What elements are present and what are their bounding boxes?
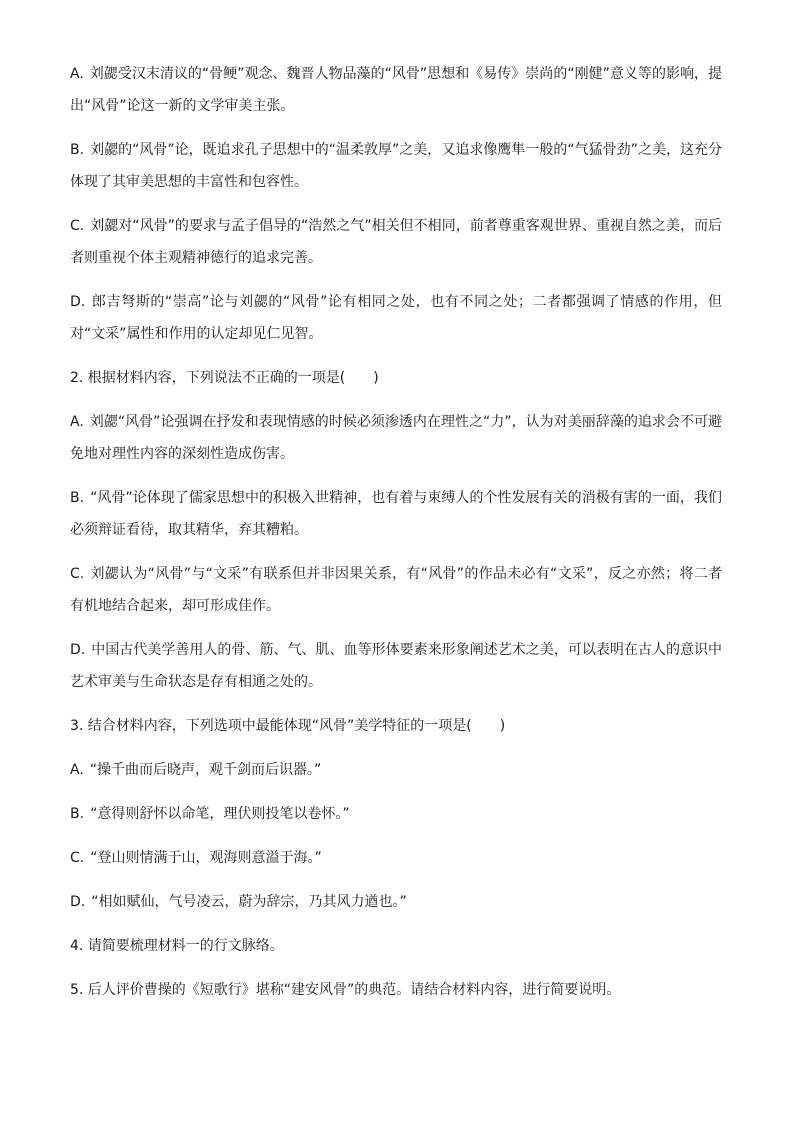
- q2-option-a: [70, 406, 722, 470]
- question-3: [70, 710, 722, 918]
- option-label: C.: [70, 850, 85, 866]
- option-text: “意得则舒怀以命笔，理伏则投笔以卷怀。”: [90, 806, 350, 822]
- q3-option-c: [70, 842, 722, 874]
- q1-option-b: [70, 134, 722, 198]
- q3-option-a: [70, 754, 722, 786]
- option-label: B.: [70, 490, 85, 506]
- q3-stem: 3. 结合材料内容，下列选项中最能体现“风骨”美学特征的一项是( ): [70, 718, 506, 734]
- option-label: B.: [70, 806, 85, 822]
- option-label: C.: [70, 218, 85, 234]
- option-text: “操千曲而后晓声，观千剑而后识器。”: [89, 762, 322, 778]
- q4-stem: 4. 请简要梳理材料一的行文脉络。: [70, 938, 284, 954]
- q1-option-a: [70, 58, 722, 122]
- option-label: D.: [70, 642, 86, 658]
- option-label: A.: [70, 762, 84, 778]
- option-text: 中国古代美学善用人的骨、筋、气、肌、血等形体要素来形象阐述艺术之美，可以表明在古人的意识中艺术审美与生命状态是存有相通之处的。: [70, 642, 722, 690]
- q2-option-b: [70, 482, 722, 546]
- option-text: 刘勰“风骨”论强调在抒发和表现情感的时候必须渗透内在理性之“力”，认为对美丽辞藻的追求会不可避免地对理性内容的深刻性造成伤害。: [70, 414, 722, 462]
- option-label: D.: [70, 294, 86, 310]
- option-text: 刘勰对“风骨”的要求与孟子倡导的“浩然之气”相关但不相同，前者尊重客观世界、重视自然之美，而后者则重视个体主观精神德行的追求完善。: [70, 218, 722, 266]
- option-text: 刘勰的“风骨”论，既追求孔子思想中的“温柔敦厚”之美，又追求像鹰隼一般的“气猛骨劲”之美，这充分体现了其审美思想的丰富性和包容性。: [70, 142, 722, 190]
- q1-option-c: [70, 210, 722, 274]
- question-2: [70, 362, 722, 698]
- q2-stem: 2. 根据材料内容，下列说法不正确的一项是( ): [70, 370, 379, 386]
- option-text: 刘勰认为“风骨”与“文采”有联系但并非因果关系，有“风骨”的作品未必有“文采”，反之亦然；将二者有机地结合起来，却可形成佳作。: [70, 566, 722, 614]
- q2-option-d: [70, 634, 722, 698]
- q3-option-b: [70, 798, 722, 830]
- option-text: 刘勰受汉末清议的“骨鲠”观念、魏晋人物品藻的“风骨”思想和《易传》崇尚的“刚健”意义等的影响，提出“风骨”论这一新的文学审美主张。: [70, 66, 722, 114]
- question-1-options: [70, 58, 722, 350]
- option-label: A.: [70, 414, 84, 430]
- document-page: [70, 58, 722, 1018]
- q3-option-d: [70, 886, 722, 918]
- q1-option-d: [70, 286, 722, 350]
- q2-option-c: [70, 558, 722, 622]
- option-text: “登山则情满于山，观海则意溢于海。”: [90, 850, 322, 866]
- option-text: “风骨”论体现了儒家思想中的积极入世精神，也有着与束缚人的个性发展有关的消极有害的一面，我们必须辩证看待，取其精华，弃其糟粕。: [70, 490, 722, 538]
- option-label: C.: [70, 566, 85, 582]
- option-text: “相如赋仙，气号凌云，蔚为辞宗，乃其风力遒也。”: [91, 894, 407, 910]
- option-label: B.: [70, 142, 85, 158]
- q5-stem: 5. 后人评价曹操的《短歌行》堪称“建安风骨”的典范。请结合材料内容，进行简要说明。: [70, 982, 621, 998]
- option-label: D.: [70, 894, 86, 910]
- option-text: 郎吉弩斯的“崇高”论与刘勰的“风骨”论有相同之处，也有不同之处；二者都强调了情感的作用，但对“文采”属性和作用的认定却见仁见智。: [70, 294, 722, 342]
- option-label: A.: [70, 66, 84, 82]
